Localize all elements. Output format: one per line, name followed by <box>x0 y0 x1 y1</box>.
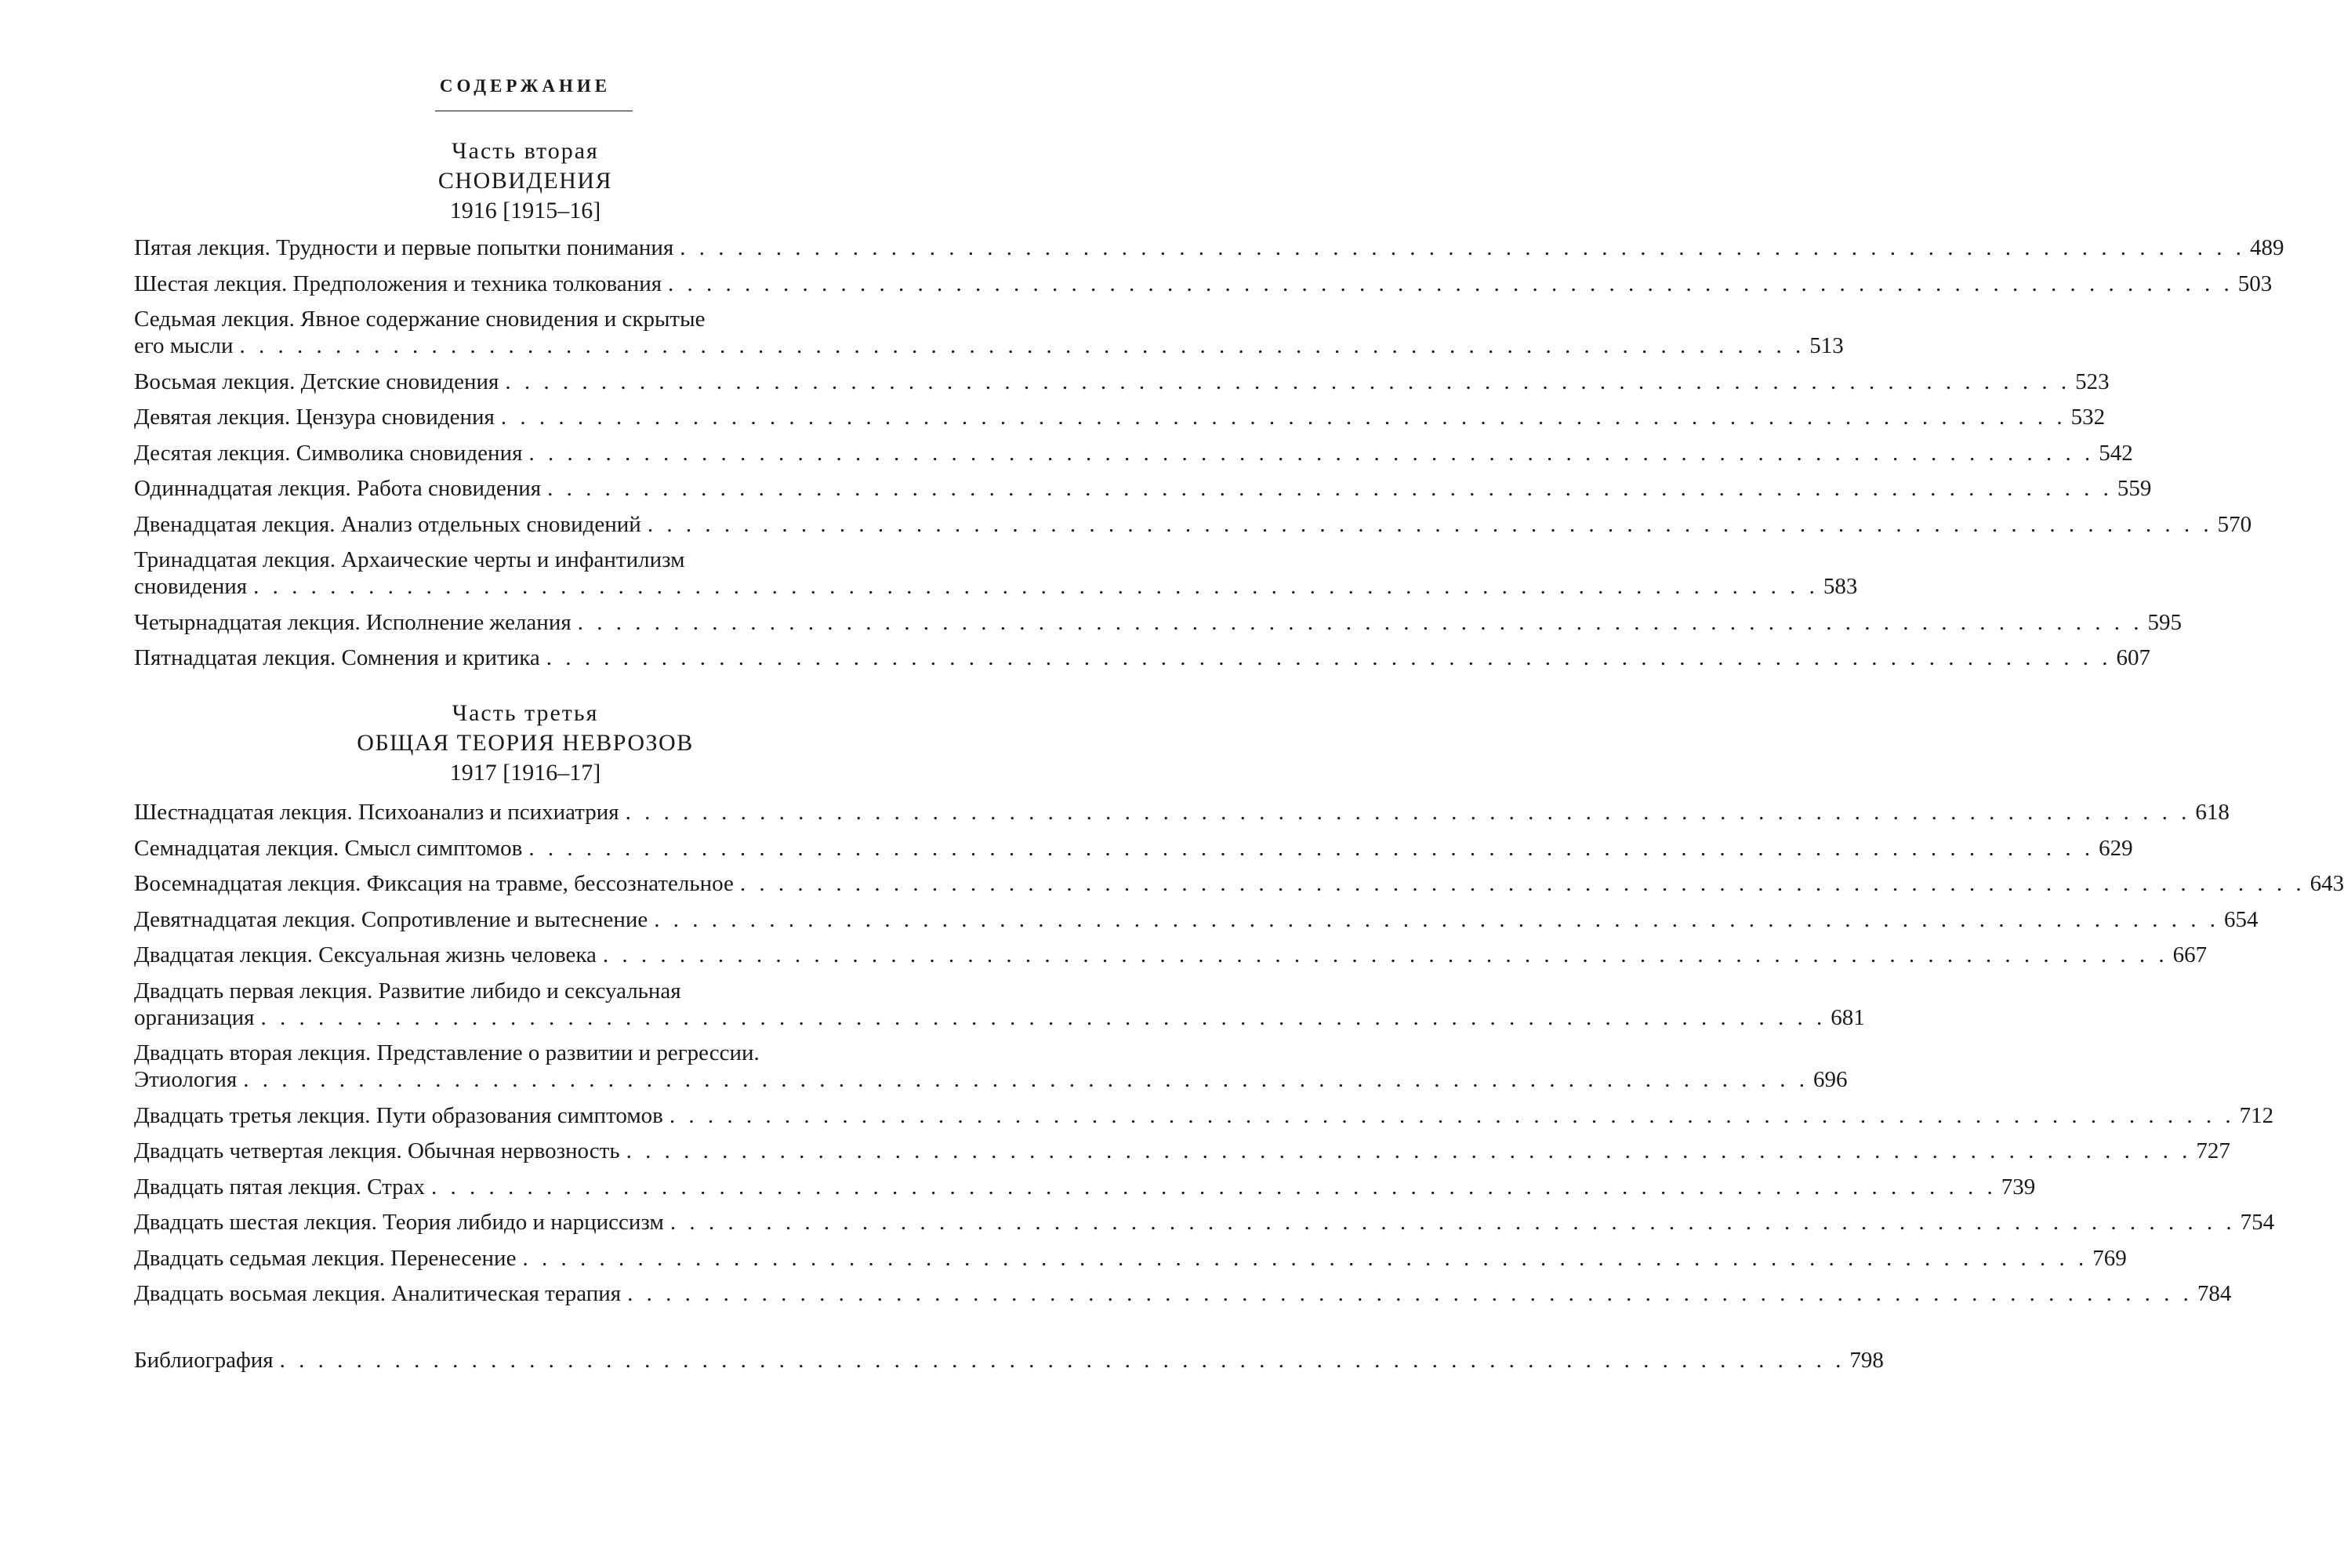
toc-entry-page-number: 503 <box>2237 270 2273 296</box>
toc-entry-page-number: 654 <box>2224 906 2259 932</box>
toc-entry-title: его мысли <box>134 333 234 358</box>
part-three-years: 1917 [1916–17] <box>449 760 601 786</box>
toc-bibliography <box>134 1347 1884 1374</box>
dot-leader: . . . . . . . . . . . . . . . . . . . . . . . . . . . . . . . . . . . . . . . . . . . . . . . . . . . . . . . . . . . . . . . . . . . . . . . . . . . . . . . . . . <box>647 511 2213 537</box>
dot-leader: . . . . . . . . . . . . . . . . . . . . . . . . . . . . . . . . . . . . . . . . . . . . . . . . . . . . . . . . . . . . . . . . . . . . . . . . . . . . . . . . . . <box>626 1138 2192 1163</box>
toc-entry[interactable] <box>134 546 1858 600</box>
toc-entry-title: Четырнадцатая лекция. Исполнение желания <box>134 609 571 635</box>
toc-entry-title: Девятнадцатая лекция. Сопротивление и вытеснение <box>134 906 648 932</box>
dot-leader: . . . . . . . . . . . . . . . . . . . . . . . . . . . . . . . . . . . . . . . . . . . . . . . . . . . . . . . . . . . . . . . . . . . . . . . . . . . . . . . . . . <box>528 835 2095 861</box>
toc-entry-title-line: Двадцать первая лекция. Развитие либидо и сексуальная <box>134 978 681 1004</box>
toc-entry[interactable] <box>134 1245 2127 1272</box>
toc-entry[interactable] <box>134 1102 2274 1129</box>
dot-leader: . . . . . . . . . . . . . . . . . . . . . . . . . . . . . . . . . . . . . . . . . . . . . . . . . . . . . . . . . . . . . . . . . . . . . . . . . . . . . . . . . . <box>627 1281 2193 1306</box>
toc-entry[interactable] <box>134 799 2230 826</box>
dot-leader: . . . . . . . . . . . . . . . . . . . . . . . . . . . . . . . . . . . . . . . . . . . . . . . . . . . . . . . . . . . . . . . . . . . . . . . . . . . . . . . . . . <box>668 270 2233 296</box>
part-two-years: 1916 [1915–16] <box>449 198 601 223</box>
dot-leader: . . . . . . . . . . . . . . . . . . . . . . . . . . . . . . . . . . . . . . . . . . . . . . . . . . . . . . . . . . . . . . . . . . . . . . . . . . . . . . . . . . <box>669 1210 2236 1235</box>
dot-leader: . . . . . . . . . . . . . . . . . . . . . . . . . . . . . . . . . . . . . . . . . . . . . . . . . . . . . . . . . . . . . . . . . . . . . . . . . . . . . . . . . . <box>739 871 2306 896</box>
toc-entry-page-number: 798 <box>1849 1348 1884 1373</box>
toc-entry[interactable] <box>134 440 2133 466</box>
toc-entry-page-number: 489 <box>2250 235 2284 260</box>
toc-entry-title: Десятая лекция. Символика сновидения <box>134 440 523 466</box>
toc-entry-page-number: 523 <box>2075 368 2110 394</box>
toc-entry-page-number: 739 <box>2001 1174 2036 1200</box>
toc-entry-page-number: 532 <box>2070 405 2106 430</box>
toc-entry-title: Пятнадцатая лекция. Сомнения и критика <box>134 645 540 670</box>
dot-leader: . . . . . . . . . . . . . . . . . . . . . . . . . . . . . . . . . . . . . . . . . . . . . . . . . . . . . . . . . . . . . . . . . . . . . . . . . . . . . . . . . . <box>500 405 2066 430</box>
toc-entry-page-number: 681 <box>1831 1004 1865 1030</box>
toc-entry[interactable] <box>134 609 2182 636</box>
toc-entry[interactable] <box>134 306 1844 359</box>
toc-entry-title: сновидения <box>134 574 248 599</box>
toc-entry-title-line: Тринадцатая лекция. Архаические черты и инфантилизм <box>134 547 685 572</box>
toc-entry-page-number: 769 <box>2092 1245 2127 1271</box>
toc-entry[interactable] <box>134 870 2344 897</box>
toc-entry[interactable] <box>134 1209 2275 1236</box>
dot-leader: . . . . . . . . . . . . . . . . . . . . . . . . . . . . . . . . . . . . . . . . . . . . . . . . . . . . . . . . . . . . . . . . . . . . . . . . . . . . . . . . . . <box>505 368 2071 394</box>
toc-entry-title: Восемнадцатая лекция. Фиксация на травме, бессознательное <box>134 871 734 896</box>
toc-entry-title: Двенадцатая лекция. Анализ отдельных сновидений <box>134 511 641 537</box>
dot-leader: . . . . . . . . . . . . . . . . . . . . . . . . . . . . . . . . . . . . . . . . . . . . . . . . . . . . . . . . . . . . . . . . . . . . . . . . . . . . . . . . . . <box>243 1067 1809 1092</box>
toc-entry-title: Восьмая лекция. Детские сновидения <box>134 368 499 394</box>
part-two-label: Часть вторая <box>452 138 599 164</box>
toc-entry[interactable] <box>134 906 2259 933</box>
toc-entry-page-number: 542 <box>2099 440 2133 466</box>
toc-entry-title: организация <box>134 1004 255 1030</box>
part-two-title: СНОВИДЕНИЯ <box>437 168 613 194</box>
dot-leader: . . . . . . . . . . . . . . . . . . . . . . . . . . . . . . . . . . . . . . . . . . . . . . . . . . . . . . . . . . . . . . . . . . . . . . . . . . . . . . . . . . <box>528 440 2095 466</box>
part-three-heading <box>0 699 1050 788</box>
toc-entry[interactable] <box>134 475 2152 502</box>
toc-entry-title: Одиннадцатая лекция. Работа сновидения <box>134 476 542 501</box>
toc-entry[interactable] <box>134 404 2106 430</box>
toc-entry-page-number: 643 <box>2310 871 2344 896</box>
toc-entry-title: Семнадцатая лекция. Смысл симптомов <box>134 835 523 861</box>
toc-entry-page-number: 784 <box>2197 1281 2232 1306</box>
toc-entry[interactable] <box>134 835 2133 862</box>
toc-entry-title: Двадцать шестая лекция. Теория либидо и нарциссизм <box>134 1210 664 1235</box>
dot-leader: . . . . . . . . . . . . . . . . . . . . . . . . . . . . . . . . . . . . . . . . . . . . . . . . . . . . . . . . . . . . . . . . . . . . . . . . . . . . . . . . . . <box>602 942 2168 967</box>
dot-leader: . . . . . . . . . . . . . . . . . . . . . . . . . . . . . . . . . . . . . . . . . . . . . . . . . . . . . . . . . . . . . . . . . . . . . . . . . . . . . . . . . . <box>239 333 1805 358</box>
toc-entry[interactable] <box>134 270 2273 297</box>
toc-entry[interactable] <box>134 644 2151 671</box>
toc-entry-page-number: 712 <box>2239 1102 2274 1128</box>
toc-entry-title-line: Седьмая лекция. Явное содержание сновидения и скрытые <box>134 307 706 332</box>
part-three-title: ОБЩАЯ ТЕОРИЯ НЕВРОЗОВ <box>357 730 694 756</box>
toc-entry-page-number: 583 <box>1823 574 1858 599</box>
part-three-label: Часть третья <box>452 700 599 726</box>
toc-entry[interactable] <box>134 1138 2230 1164</box>
dot-leader: . . . . . . . . . . . . . . . . . . . . . . . . . . . . . . . . . . . . . . . . . . . . . . . . . . . . . . . . . . . . . . . . . . . . . . . . . . . . . . . . . . <box>669 1102 2235 1128</box>
toc-part-two <box>134 234 2284 681</box>
dot-leader: . . . . . . . . . . . . . . . . . . . . . . . . . . . . . . . . . . . . . . . . . . . . . . . . . . . . . . . . . . . . . . . . . . . . . . . . . . . . . . . . . . <box>546 645 2112 670</box>
dot-leader: . . . . . . . . . . . . . . . . . . . . . . . . . . . . . . . . . . . . . . . . . . . . . . . . . . . . . . . . . . . . . . . . . . . . . . . . . . . . . . . . . . <box>253 574 1819 599</box>
toc-entry-page-number: 618 <box>2195 800 2230 825</box>
toc-entry-page-number: 696 <box>1812 1067 1848 1092</box>
toc-entry-page-number: 513 <box>1809 333 1844 358</box>
toc-entry-page-number: 667 <box>2172 942 2208 967</box>
toc-entry-title: Двадцать седьмая лекция. Перенесение <box>134 1245 517 1271</box>
toc-entry-page-number: 754 <box>2240 1210 2275 1235</box>
toc-entry-title: Этиология <box>134 1067 238 1092</box>
toc-entry-title: Пятая лекция. Трудности и первые попытки понимания <box>134 235 674 260</box>
running-head-title: СОДЕРЖАНИЕ <box>439 76 611 96</box>
toc-entry-page-number: 570 <box>2217 511 2252 537</box>
toc-entry[interactable] <box>134 942 2208 968</box>
dot-leader: . . . . . . . . . . . . . . . . . . . . . . . . . . . . . . . . . . . . . . . . . . . . . . . . . . . . . . . . . . . . . . . . . . . . . . . . . . . . . . . . . . <box>625 800 2191 825</box>
toc-entry-title: Библиография <box>134 1348 274 1373</box>
dot-leader: . . . . . . . . . . . . . . . . . . . . . . . . . . . . . . . . . . . . . . . . . . . . . . . . . . . . . . . . . . . . . . . . . . . . . . . . . . . . . . . . . . <box>547 476 2113 501</box>
toc-entry-title: Двадцатая лекция. Сексуальная жизнь человека <box>134 942 597 967</box>
toc-entry-title: Шестнадцатая лекция. Психоанализ и психиатрия <box>134 800 619 825</box>
toc-entry[interactable] <box>134 1280 2232 1307</box>
dot-leader: . . . . . . . . . . . . . . . . . . . . . . . . . . . . . . . . . . . . . . . . . . . . . . . . . . . . . . . . . . . . . . . . . . . . . . . . . . . . . . . . . . <box>260 1004 1827 1030</box>
toc-entry-title: Двадцать пятая лекция. Страх <box>134 1174 426 1200</box>
toc-entry-page-number: 607 <box>2116 645 2151 670</box>
dot-leader: . . . . . . . . . . . . . . . . . . . . . . . . . . . . . . . . . . . . . . . . . . . . . . . . . . . . . . . . . . . . . . . . . . . . . . . . . . . . . . . . . . <box>680 235 2246 260</box>
toc-entry-title: Двадцать третья лекция. Пути образования симптомов <box>134 1102 663 1128</box>
toc-entry-page-number: 629 <box>2099 835 2133 861</box>
dot-leader: . . . . . . . . . . . . . . . . . . . . . . . . . . . . . . . . . . . . . . . . . . . . . . . . . . . . . . . . . . . . . . . . . . . . . . . . . . . . . . . . . . <box>279 1348 1845 1373</box>
toc-entry-title-line: Двадцать вторая лекция. Представление о развитии и регрессии. <box>134 1040 760 1065</box>
dot-leader: . . . . . . . . . . . . . . . . . . . . . . . . . . . . . . . . . . . . . . . . . . . . . . . . . . . . . . . . . . . . . . . . . . . . . . . . . . . . . . . . . . <box>577 609 2143 635</box>
dot-leader: . . . . . . . . . . . . . . . . . . . . . . . . . . . . . . . . . . . . . . . . . . . . . . . . . . . . . . . . . . . . . . . . . . . . . . . . . . . . . . . . . . <box>522 1245 2088 1271</box>
toc-entry-title: Двадцать восьмая лекция. Аналитическая терапия <box>134 1281 622 1306</box>
toc-entry-page-number: 595 <box>2147 609 2182 635</box>
toc-entry-page-number: 559 <box>2117 476 2152 501</box>
toc-entry[interactable] <box>134 978 1865 1031</box>
toc-entry[interactable] <box>134 511 2252 538</box>
toc-entry-title: Девятая лекция. Цензура сновидения <box>134 405 495 430</box>
toc-entry[interactable] <box>134 368 2110 395</box>
toc-entry[interactable] <box>134 234 2284 261</box>
part-two-heading <box>0 136 1050 226</box>
toc-entry[interactable] <box>134 1040 1848 1093</box>
toc-entry[interactable] <box>134 1174 2036 1200</box>
toc-entry[interactable] <box>134 1347 1884 1374</box>
toc-entry-title: Двадцать четвертая лекция. Обычная нервозность <box>134 1138 620 1163</box>
toc-entry-page-number: 727 <box>2196 1138 2230 1163</box>
toc-entry-title: Шестая лекция. Предположения и техника толкования <box>134 270 662 296</box>
toc-part-three <box>134 799 2344 1316</box>
dot-leader: . . . . . . . . . . . . . . . . . . . . . . . . . . . . . . . . . . . . . . . . . . . . . . . . . . . . . . . . . . . . . . . . . . . . . . . . . . . . . . . . . . <box>431 1174 1997 1200</box>
dot-leader: . . . . . . . . . . . . . . . . . . . . . . . . . . . . . . . . . . . . . . . . . . . . . . . . . . . . . . . . . . . . . . . . . . . . . . . . . . . . . . . . . . <box>654 906 2220 932</box>
